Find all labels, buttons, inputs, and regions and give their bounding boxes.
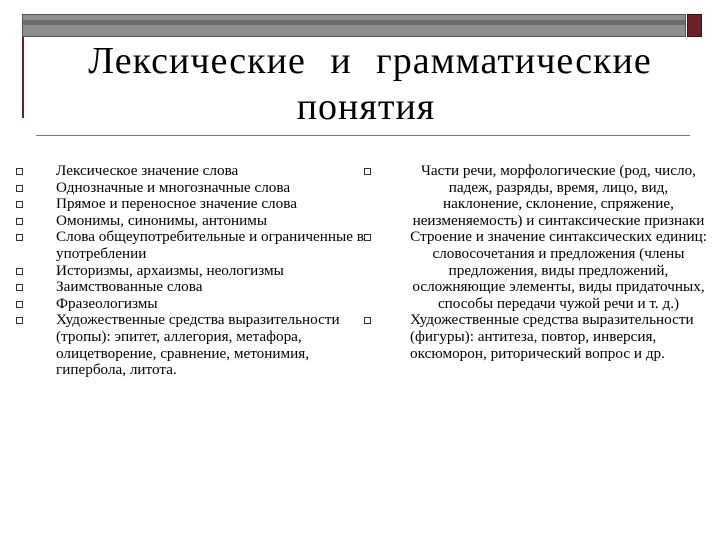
list-item bbox=[16, 312, 366, 378]
slide-title-line1: Лексические и грамматические bbox=[88, 40, 652, 82]
square-bullet-icon bbox=[16, 201, 23, 208]
list-item bbox=[16, 263, 366, 280]
list-item-text: Лексическое значение слова bbox=[56, 162, 239, 179]
list-item bbox=[16, 279, 366, 296]
list-item-text: Омонимы, синонимы, антонимы bbox=[56, 211, 268, 229]
list-item bbox=[362, 312, 707, 362]
square-bullet-icon bbox=[16, 234, 23, 241]
grammatical-list bbox=[362, 163, 707, 362]
list-item bbox=[362, 163, 707, 229]
list-item bbox=[16, 196, 366, 213]
square-bullet-icon bbox=[16, 317, 23, 324]
list-item-text: Художественные средства выразительности (тропы): эпитет, аллегория, метафора, олицетворение, сравнение, метонимия, гипербола, литота. bbox=[56, 311, 340, 379]
square-bullet-icon bbox=[364, 168, 371, 175]
list-item-text: Части речи, морфологические (род, число, падеж, разряды, время, лицо, вид, наклонение, склонение, спряжение, неизменяемость) и синтаксические признаки bbox=[412, 162, 705, 229]
slide-title bbox=[30, 38, 710, 130]
list-item bbox=[16, 229, 366, 262]
title-divider bbox=[36, 135, 690, 136]
square-bullet-icon bbox=[364, 234, 371, 241]
list-item-text: Однозначные и многозначные слова bbox=[56, 178, 291, 196]
square-bullet-icon bbox=[16, 301, 23, 308]
list-item-text: Заимствованные слова bbox=[56, 278, 203, 296]
slide-title-line2: понятия bbox=[296, 86, 436, 128]
square-bullet-icon bbox=[364, 317, 371, 324]
lexical-list bbox=[16, 163, 366, 379]
list-item bbox=[362, 229, 707, 312]
title-side-accent bbox=[22, 37, 24, 118]
square-bullet-icon bbox=[16, 268, 23, 275]
list-item bbox=[16, 213, 366, 230]
header-corner-block bbox=[687, 14, 702, 37]
list-item-text: Строение и значение синтаксических единиц: словосочетания и предложения (члены предложения, виды предложений, осложняющие элементы, виды придаточных, способы передачи чужой речи и т. д.) bbox=[410, 228, 707, 312]
list-item bbox=[16, 180, 366, 197]
list-item-text: Художественные средства выразительности (фигуры): антитеза, повтор, инверсия, оксюморон, риторический вопрос и др. bbox=[410, 311, 694, 362]
list-item-text: Фразеологизмы bbox=[56, 294, 158, 312]
square-bullet-icon bbox=[16, 168, 23, 175]
square-bullet-icon bbox=[16, 185, 23, 192]
header-bar-stripe bbox=[23, 20, 685, 25]
list-item-text: Прямое и переносное значение слова bbox=[56, 195, 297, 213]
square-bullet-icon bbox=[16, 218, 23, 225]
header-bar bbox=[22, 14, 686, 37]
list-item-text: Слова общеупотребительные и ограниченные в употреблении bbox=[56, 228, 364, 262]
square-bullet-icon bbox=[16, 284, 23, 291]
list-item bbox=[16, 296, 366, 313]
list-item bbox=[16, 163, 366, 180]
list-item-text: Историзмы, архаизмы, неологизмы bbox=[56, 261, 284, 279]
